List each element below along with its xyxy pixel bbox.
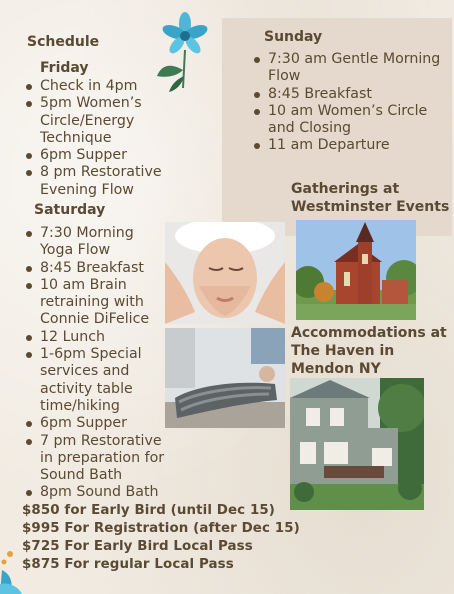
list-item: 12 Lunch (24, 329, 166, 346)
price-early-bird-local: $725 For Early Bird Local Pass (22, 539, 253, 554)
friday-heading: Friday (40, 60, 89, 76)
haven-house-photo (290, 378, 424, 510)
list-item: 7:30 am Gentle Morning Flow (252, 51, 442, 86)
friday-list (24, 78, 174, 199)
schedule-heading: Schedule (27, 34, 100, 50)
list-item: 7:30 Morning Yoga Flow (24, 225, 166, 260)
list-item: 10 am Women’s Circle and Closing (252, 103, 442, 138)
pricing-list (22, 502, 322, 574)
list-item: 8:45 Breakfast (24, 260, 166, 277)
list-item: 8:45 Breakfast (252, 86, 442, 103)
list-item: 1-6pm Special services and activity table time/hiking (24, 346, 166, 415)
accommodations-title: Accommodations at The Haven in Mendon NY (291, 325, 447, 377)
list-item: 5pm Women’s Circle/Energy Technique (24, 95, 174, 147)
list-item: 6pm Supper (24, 147, 174, 164)
list-item: 8pm Sound Bath (24, 484, 166, 501)
list-item: 8 pm Restorative Evening Flow (24, 164, 174, 199)
list-item: 11 am Departure (252, 137, 442, 154)
gatherings-title: Gatherings at Westminster Events (291, 181, 450, 215)
list-item: 7 pm Restorative in preparation for Sound Bath (24, 433, 166, 485)
facial-massage-photo (165, 222, 285, 324)
list-item: 6pm Supper (24, 415, 166, 432)
sunday-heading: Sunday (264, 29, 323, 45)
price-early-bird: $850 for Early Bird (until Dec 15) (22, 503, 276, 518)
price-registration: $995 For Registration (after Dec 15) (22, 521, 300, 536)
church-photo (296, 220, 416, 320)
list-item: Check in 4pm (24, 78, 174, 95)
compression-therapy-photo (165, 328, 285, 428)
saturday-heading: Saturday (34, 202, 106, 218)
list-item: 10 am Brain retraining with Connie DiFelice (24, 277, 166, 329)
saturday-list (24, 225, 166, 502)
sunday-list (252, 51, 442, 155)
price-regular-local: $875 For regular Local Pass (22, 557, 234, 572)
